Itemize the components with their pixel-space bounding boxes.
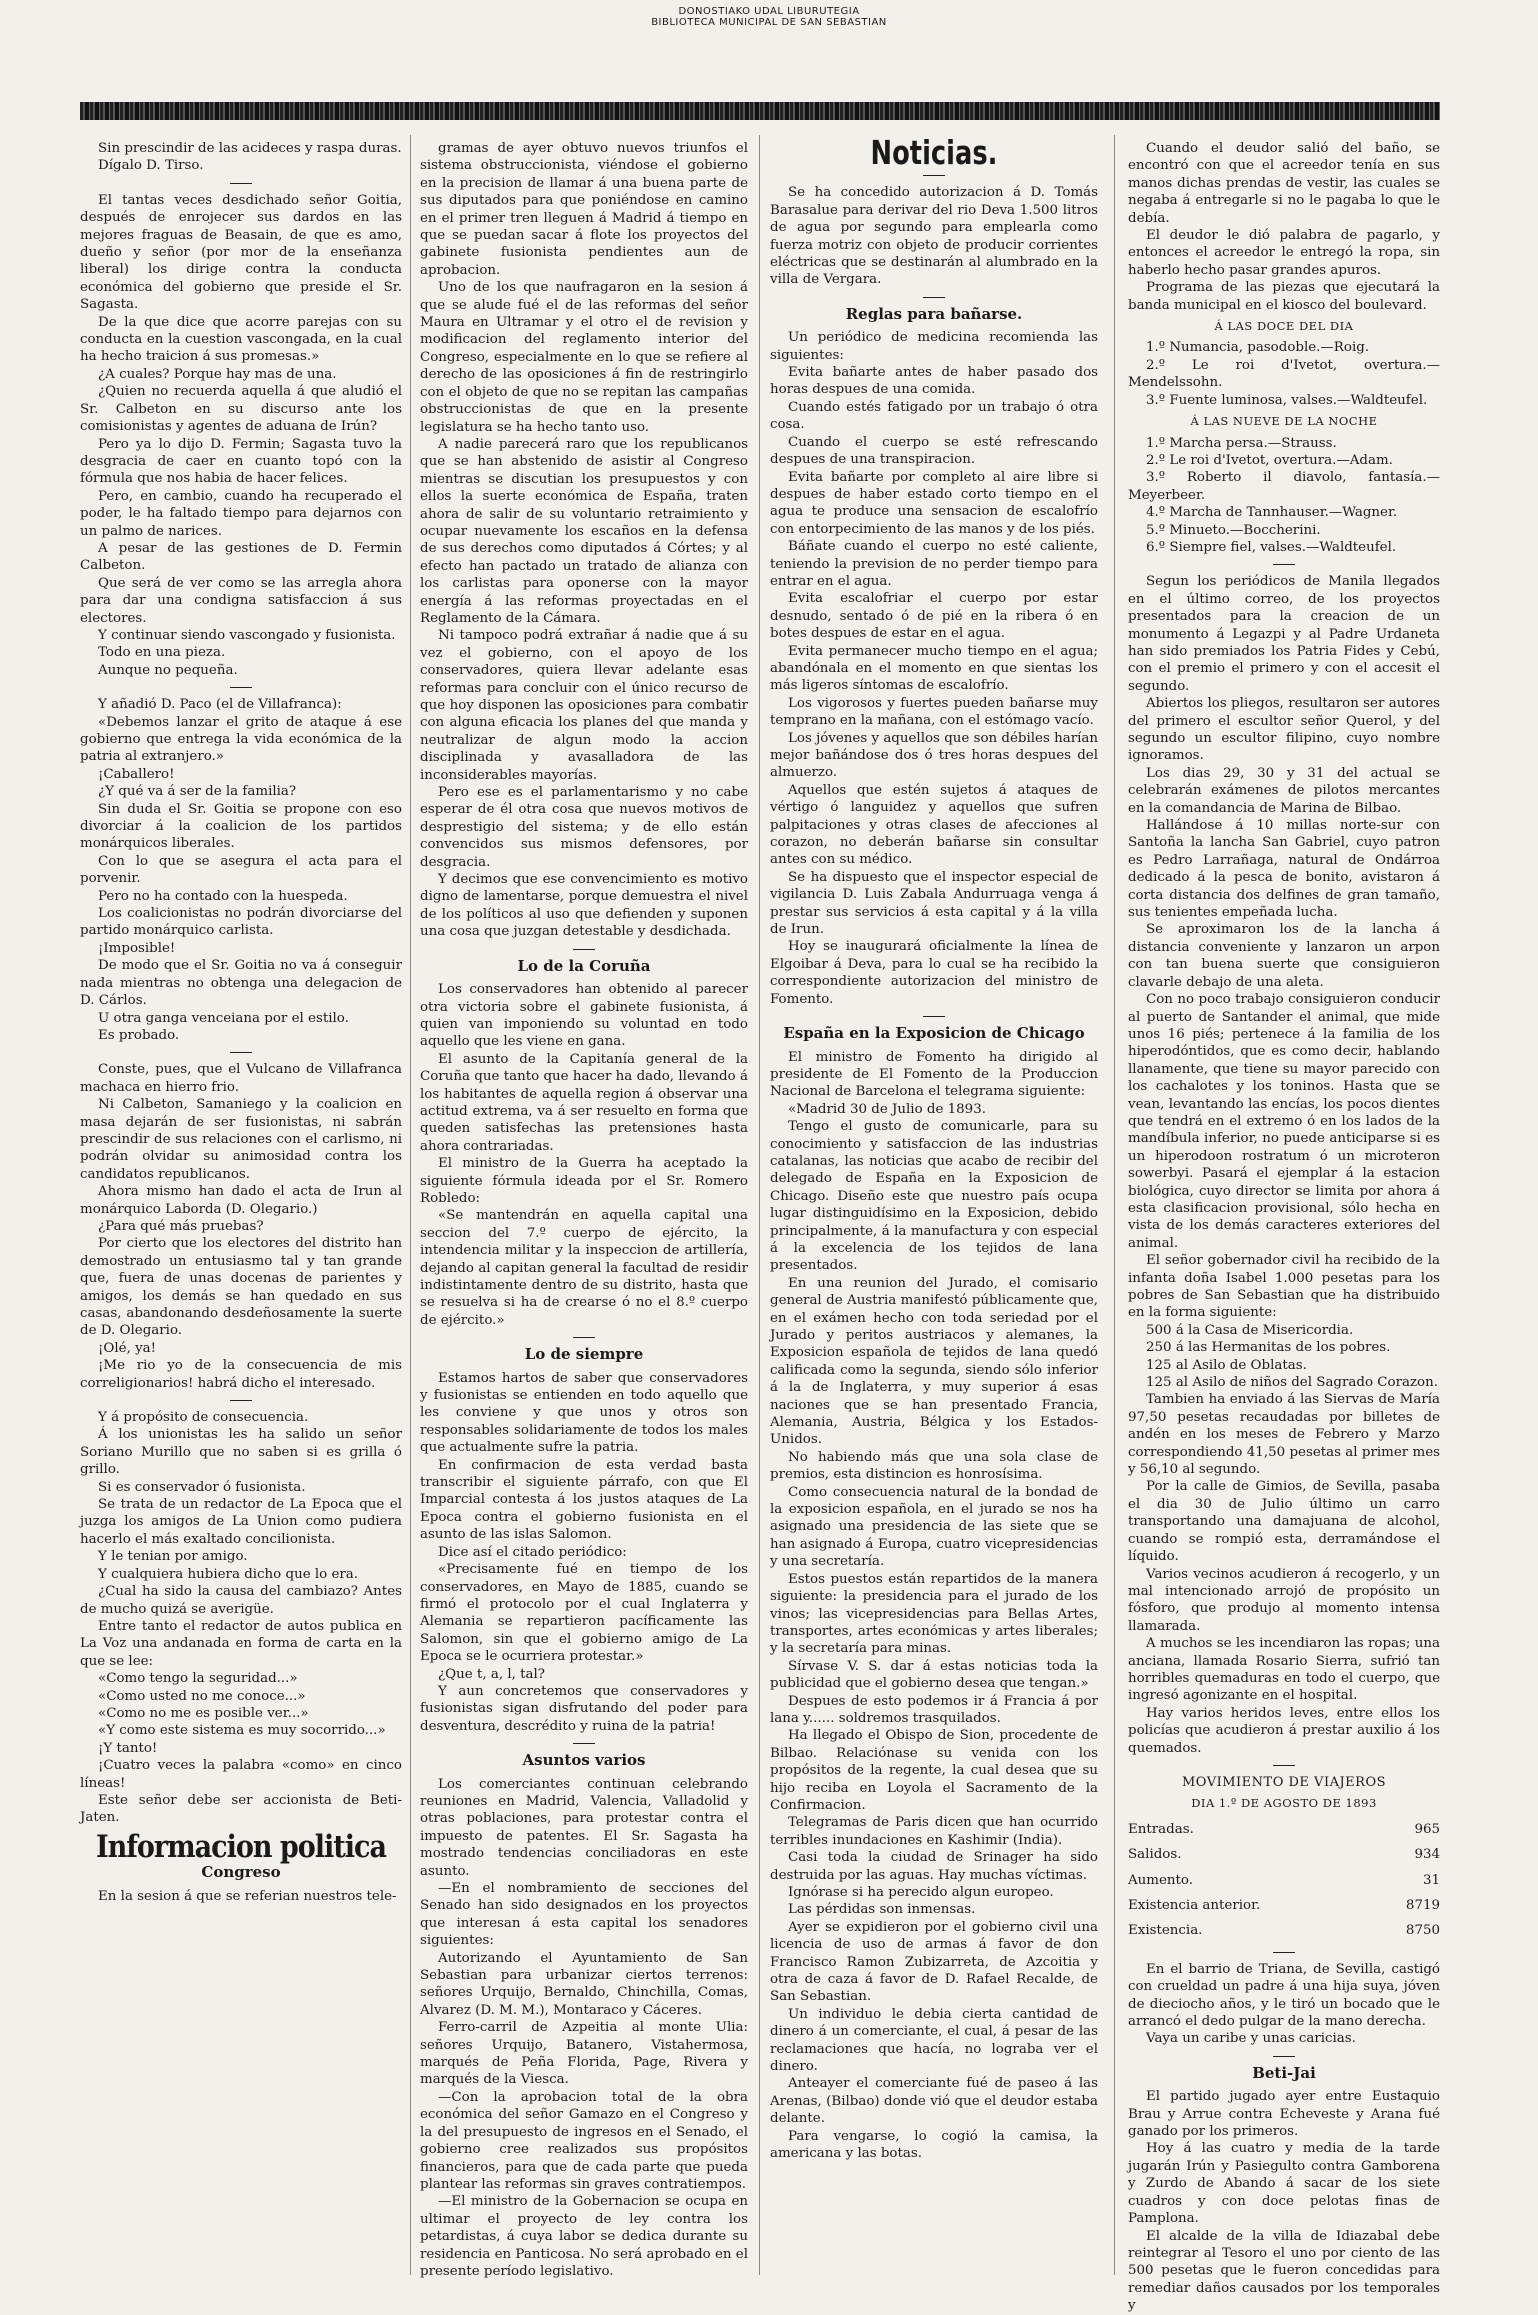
paragraph: Es probado.: [98, 1027, 180, 1043]
paragraph: ¿A cuales? Porque hay mas de una.: [98, 366, 337, 382]
paragraph: Un periódico de medicina recomienda las siguientes:: [770, 330, 1098, 363]
paragraph: «Debemos lanzar el grito de ataque á ese gobierno que entrega la vida económica de la patria al extranjero.»: [80, 714, 402, 765]
paragraph: —En el nombramiento de secciones del Senado han sido designados en los proyectos que interesan á esta capital los senadores siguientes:: [420, 1881, 748, 1949]
table-row: [1128, 1918, 1440, 1943]
row-value: 8719: [1405, 1898, 1440, 1913]
column-3-sections: [770, 297, 1098, 2163]
divider: [573, 1337, 595, 1338]
paragraph: Con lo que se asegura el acta para el porvenir.: [80, 853, 402, 887]
paragraph: Entre tanto el redactor de autos publica en La Voz una andanada en forma de carta en la que se lee:: [80, 1618, 402, 1669]
divider: [230, 183, 252, 184]
paragraph: Para vengarse, lo cogió la camisa, la americana y las botas.: [770, 2128, 1098, 2162]
paragraph: Ni Calbeton, Samaniego y la coalicion en masa dejarán de ser fusionistas, ni sabrán prescindir de sus relaciones con el carlismo, ni podrán olvidar su animosidad contra los candidatos republicanos.: [80, 1097, 402, 1182]
paragraph: Pero, en cambio, cuando ha recuperado el poder, le ha faltado tiempo para dejarnos con un palmo de narices.: [80, 488, 402, 539]
viajeros-table: [1128, 1817, 1440, 1944]
paragraph: Los coalicionistas no podrán divorciarse del partido monárquico carlista.: [80, 906, 402, 939]
paragraph: 6.º Siempre fiel, valses.—Waldteufel.: [1146, 539, 1397, 555]
divider: [1273, 1952, 1295, 1953]
paragraph: Y cualquiera hubiera dicho que lo era.: [98, 1566, 359, 1582]
paragraph: Cuando estés fatigado por un trabajo ó otra cosa.: [770, 399, 1098, 433]
paragraph: En el barrio de Triana, de Sevilla, castigó con crueldad un padre á una hija suya, jóven de dieciocho años, y le tiró un bocado que le arrancó el dedo pulgar de la mano derecha.: [1128, 1961, 1440, 2030]
paragraph: 5.º Minueto.—Boccherini.: [1146, 522, 1321, 538]
divider: [230, 1400, 252, 1401]
subheading-beti-jai: Beti-Jai: [1252, 2063, 1316, 2082]
divider: [923, 297, 945, 298]
paragraph: El deudor le dió palabra de pagarlo, y entonces el acreedor le entregó la ropa, sin haberlo hecho pasar grandes apuros.: [1128, 228, 1440, 278]
masthead-line-1: DONOSTIAKO UDAL LIBURUTEGIA: [678, 6, 860, 17]
paragraph: Y continuar siendo vascongado y fusionista.: [98, 627, 396, 643]
paragraph: Por la calle de Gimios, de Sevilla, pasaba el dia 30 de Julio último un carro transportando una damajuana de alcohol, cuando se rompió esta, derramándose el líquido.: [1128, 1479, 1440, 1565]
paragraph: «Y como este sistema es muy socorrido...»: [98, 1723, 386, 1739]
row-label: Existencia.: [1128, 1923, 1203, 1939]
paragraph: Estos puestos están repartidos de la manera siguiente: la presidencia para el jurado de los vinos; las vicepresidencias para Bellas Artes, transportes, artes económicas y artes liberales; y la secretaría para minas.: [770, 1571, 1098, 1657]
paragraph: Se ha dispuesto que el inspector especial de vigilancia D. Luis Zabala Andurruaga venga á prestar sus servicios á esta capital y á la villa de Irun.: [770, 869, 1098, 938]
divider: [1273, 1765, 1295, 1766]
paragraph: En confirmacion de esta verdad basta transcribir el siguiente párrafo, con que El Imparcial contesta á los justos ataques de La Epoca contra el gobierno fusionista en el asunto de las islas Salomon.: [420, 1457, 748, 1543]
paragraph: A nadie parecerá raro que los republicanos que se han abstenido de asistir al Congreso mientras se discutian los presupuestos y con ellos la suerte económica de España, traten ahora de salir de su voluntario retraimiento y ocupar nuevamente los escaños en la defensa de sus derechos como diputados á Córtes; y al efecto han pactado un tratado de alianza con los carlistas para oponerse con la mayor energía á las reformas proyectadas en el Reglamento de la Cámara.: [420, 436, 748, 626]
divider: [573, 1743, 595, 1744]
column-2: [420, 140, 748, 2279]
row-value: 8750: [1405, 1923, 1440, 1939]
paragraph: Tambien ha enviado á las Siervas de María 97,50 pesetas recaudadas por billetes de andén en los meses de Febrero y Marzo correspondiendo 41,50 pesetas al primer mes y 56,10 al segundo.: [1128, 1392, 1440, 1478]
paragraph: Como consecuencia natural de la bondad de la exposicion española, en el jurado se nos ha asignado una presidencia de las siete que se han asignado á Europa, cuatro vicepresidencias y una secretaría.: [770, 1484, 1098, 1570]
paragraph: Pero no ha contado con la huespeda.: [98, 888, 348, 904]
paragraph: ¡Imposible!: [98, 940, 176, 956]
row-value: 31: [1422, 1872, 1440, 1888]
paragraph: —Con la aprobacion total de la obra económica del señor Gamazo en el Congreso y la del presupuesto de ingresos en el Senado, el gobierno cree realizados sus propósitos financieros, para que de cada parte que pueda plantear las reformas sin graves contratiempos.: [420, 2089, 748, 2192]
paragraph: Ahora mismo han dado el acta de Irun al monárquico Laborda (D. Olegario.): [80, 1184, 402, 1217]
beti-jai-body: [1128, 2088, 1440, 2314]
paragraph: U otra ganga venceiana por el estilo.: [98, 1010, 349, 1026]
paragraph: Ni tampoco podrá extrañar á nadie que á su vez el gobierno, con el apoyo de los conservadores, quiera llevar adelante esas reformas para concluir con el único recurso de que hoy disponen las oposiciones para combatir con alguna eficacia los planes del que manda y neutralizar de algun modo la accion disciplinada y avasalladora de las inconsiderables mayorías.: [420, 628, 748, 783]
column-rule: [759, 135, 760, 2275]
paragraph: Vaya un caribe y unas caricias.: [1146, 2031, 1356, 2047]
paragraph: A pesar de las gestiones de D. Fermin Calbeton.: [80, 540, 402, 574]
viajeros-date: DIA 1.º DE AGOSTO DE 1893: [1191, 1796, 1377, 1811]
section-heading: Lo de siempre: [524, 1345, 644, 1364]
paragraph: Ferro-carril de Azpeitia al monte Ulia: señores Urquijo, Batanero, Vistahermosa, marqués de Peña Florida, Page, Rivera y marqués de la Viesca.: [420, 2020, 748, 2088]
paragraph: 4.º Marcha de Tannhauser.—Wagner.: [1146, 505, 1398, 521]
paragraph: Segun los periódicos de Manila llegados en el último correo, de los proyectos presentados para la creacion de un monumento á Legazpi y al Padre Urdaneta han sido premiados los Patria Fides y Cebú, con el premio el primero y con el accesit el segundo.: [1128, 574, 1440, 694]
paragraph: Uno de los que naufragaron en la sesion á que se alude fué el de las reformas del señor Maura en Ultramar y el otro el de revision y modificacion del reglamento interior del Congreso, especialmente en lo que se refiere al derecho de las oposiciones á fin de restringirlo con el objeto de que no se repitan las campañas obstruccionistas de que en la presente legislatura se ha hecho tanto uso.: [420, 280, 748, 435]
column-2-body: [420, 140, 748, 941]
paragraph: 3.º Roberto il diavolo, fantasía.—Meyerbeer.: [1128, 470, 1440, 503]
paragraph: Cuando el deudor salió del baño, se encontró con que el acreedor tenía en sus manos dichas prendas de vestir, las cuales se negaba á entregarle si no le pagaba lo que le debía.: [1128, 141, 1440, 226]
paragraph: Dígalo D. Tirso.: [98, 158, 204, 174]
paragraph: ¿Y qué va á ser de la familia?: [98, 784, 297, 800]
paragraph: Hay varios heridos leves, entre ellos los policías que acudieron á prestar auxilio á los quemados.: [1128, 1705, 1440, 1756]
program-label-nueve: Á LAS NUEVE DE LA NOCHE: [1190, 414, 1378, 429]
masthead-line-2: BIBLIOTECA MUNICIPAL DE SAN SEBASTIAN: [651, 17, 887, 28]
paragraph: Hallándose á 10 millas norte-sur con Santoña la lancha San Gabriel, cuyo patron es Pedro Larrañaga, natural de Ondárroa dedicado á la pesca de bonito, avistaron á corta distancia dos delfines de gran tamaño, sus tenientes empeñada lucha.: [1128, 818, 1440, 921]
paragraph: El tantas veces desdichado señor Goitia, después de enrojecer sus dardos en las mejores fraguas de Beasain, de que es amo, dueño y señor (por mor de la enseñanza liberal) los dirige contra la conducta económica del gobierno que preside el Sr. Sagasta.: [80, 192, 402, 313]
paragraph: 500 á la Casa de Misericordia.: [1146, 1322, 1354, 1338]
table-row: [1128, 1893, 1440, 1918]
table-row: [1128, 1842, 1440, 1867]
paragraph: En la sesion á que se referian nuestros tele-: [98, 1888, 397, 1904]
paragraph: Estamos hartos de saber que conservadores y fusionistas se entienden en todo aquello que les conviene y que unos y otros son responsables solidariamente de todos los males que actualmente sufre la patria.: [420, 1370, 748, 1456]
paragraph: Anteayer el comerciante fué de paseo á las Arenas, (Bilbao) donde vió que el deudor estaba delante.: [770, 2076, 1098, 2127]
paragraph: Cuando el cuerpo se esté refrescando despues de una transpiracion.: [770, 434, 1098, 468]
paragraph: Sin prescindir de las acideces y raspa duras.: [98, 141, 402, 156]
paragraph: Programa de las piezas que ejecutará la banda municipal en el kiosco del boulevard.: [1128, 280, 1440, 313]
section-title-noticias: Noticias.: [870, 133, 998, 172]
paragraph: Dice así el citado periódico:: [438, 1544, 627, 1560]
decorative-top-border: [80, 102, 1440, 120]
paragraph: «Se mantendrán en aquella capital una seccion del 7.º cuerpo de ejército, la intendencia militar y la inspeccion de artillería, dejando al capitan general la facultad de residir indistintamente dentro de su distrito, hasta que se resuelva si ha de crearse ó no el 8.º cuerpo de ejército.»: [420, 1208, 748, 1328]
paragraph: Y á propósito de consecuencia.: [98, 1410, 309, 1426]
paragraph: 1.º Marcha persa.—Strauss.: [1146, 435, 1337, 451]
paragraph: ¡Cuatro veces la palabra «como» en cinco líneas!: [80, 1758, 402, 1791]
divider: [923, 1016, 945, 1017]
paragraph: Que será de ver como se las arregla ahora para dar una condigna satisfaccion á sus electores.: [80, 575, 402, 626]
paragraph: Tengo el gusto de comunicarle, para su conocimiento y satisfaccion de las industrias catalanas, las noticias que acabo de recibir del delegado de España en la Exposicion de Chicago. Diseño este que nuestro país ocupa lugar distinguidísimo en la Exposicion, debido principalmente, á la manufactura y con especial á la excelencia de los tejidos de lana presentados.: [770, 1119, 1098, 1274]
paragraph: 2.º Le roi d'Ivetot, overtura.—Adam.: [1146, 452, 1393, 468]
paragraph: En una reunion del Jurado, el comisario general de Austria manifestó públicamente que, en el exámen hecho con toda seriedad por el Jurado y peritos austriacos y alemanes, la Exposicion española de tejidos de lana quedó calificada como la segunda, siendo sólo inferior á la de Inglaterra, y muy superior á esas naciones que se han presentado Francia, Alemania, Austria, Bélgica y los Estados-Unidos.: [770, 1275, 1098, 1448]
paragraph: Telegramas de Paris dicen que han ocurrido terribles inundaciones en Kashimir (India).: [770, 1815, 1098, 1848]
divider: [230, 687, 252, 688]
divider: [1273, 2056, 1295, 2057]
paragraph: Los conservadores han obtenido al parecer otra victoria sobre el gabinete fusionista, á quien van imponiendo su voluntad en todo aquello que les viene en gana.: [420, 982, 748, 1050]
paragraph: Si es conservador ó fusionista.: [98, 1479, 306, 1495]
paragraph: Sírvase V. S. dar á estas noticias toda la publicidad que el gobierno desea que tengan.»: [770, 1658, 1098, 1692]
paragraph: ¿Que t, a, l, tal?: [438, 1666, 545, 1682]
paragraph: Este señor debe ser accionista de Beti-Jaten.: [80, 1792, 402, 1826]
paragraph: Hoy se inaugurará oficialmente la línea de Elgoibar á Deva, para lo cual se ha recibido la correspondiente autorizacion del ministro de Fomento.: [770, 939, 1098, 1007]
paragraph: Un individuo le debia cierta cantidad de dinero á un comerciante, el cual, á pesar de las reclamaciones que hacía, no lograba ver el dinero.: [770, 2006, 1098, 2075]
paragraph: Báñate cuando el cuerpo no esté caliente, teniendo la prevision de no perder tiempo para entrar en el agua.: [770, 539, 1098, 589]
section-heading: Reglas para bañarse.: [845, 304, 1023, 323]
paragraph: Aunque no pequeña.: [98, 662, 238, 678]
divider: [923, 175, 945, 176]
paragraph: El alcalde de la villa de Idiazabal debe reintegrar al Tesoro el uno por ciento de las 500 pesetas que le fueron concedidas para remediar daños causados por los temporales y: [1128, 2228, 1440, 2314]
paragraph: Aquellos que estén sujetos á ataques de vértigo ó languidez y aquellos que sufren palpitaciones y otras clases de afecciones al corazon, no deberán bañarse sin consultar antes con su médico.: [770, 782, 1098, 868]
paragraph: Despues de esto podemos ir á Francia á por lana y...... soldremos trasquilados.: [770, 1693, 1098, 1726]
section-heading: Lo de la Coruña: [517, 956, 651, 975]
paragraph: De la que dice que acorre parejas con su conducta en la cuestion vascongada, en la cual ha hecho traicion á sus promesas.»: [80, 314, 402, 365]
paragraph: «Madrid 30 de Julio de 1893.: [788, 1101, 986, 1117]
program-label-doce: Á LAS DOCE DEL DIA: [1214, 319, 1354, 334]
divider: [230, 1052, 252, 1053]
band-program: [1128, 318, 1440, 556]
paragraph: El señor gobernador civil ha recibido de la infanta doña Isabel 1.000 pesetas para los pobres de San Sebastian que ha distribuido en la forma siguiente:: [1128, 1253, 1440, 1321]
paragraph: 250 á las Hermanitas de los pobres.: [1146, 1340, 1391, 1356]
row-label: Existencia anterior.: [1128, 1898, 1261, 1913]
paragraph: 1.º Numancia, pasodoble.—Roig.: [1146, 340, 1370, 356]
column-1-body: [80, 140, 402, 1827]
paragraph: Se trata de un redactor de La Epoca que el juzga los amigos de La Union como pudiera hacerlo el más exaltado concilionista.: [80, 1497, 402, 1547]
paragraph: Por cierto que los electores del distrito han demostrado un entusiasmo tal y tan grande que, fuera de unas docenas de parientes y amigos, los demás se han quedado en sus casas, abandonando desdeñosamente la suerte de D. Olegario.: [80, 1236, 402, 1339]
paragraph: ¿Para qué más pruebas?: [98, 1218, 264, 1234]
paragraph: ¡Caballero!: [98, 766, 175, 782]
paragraph: Casi toda la ciudad de Srinager ha sido destruida por las aguas. Hay muchas víctimas.: [770, 1850, 1098, 1883]
paragraph: ¡Olé, ya!: [98, 1340, 157, 1356]
paragraph: El asunto de la Capitanía general de la Coruña que tanto que hacer ha dado, llevando á los habitantes de aquella region á observar una actitud extrema, va á ser resuelto en forma que queden satisfechas las pretensiones hasta ahora contrariadas.: [420, 1051, 748, 1154]
paragraph: Los dias 29, 30 y 31 del actual se celebrarán exámenes de pilotos mercantes en la comandancia de Marina de Bilbao.: [1128, 765, 1440, 816]
table-row: [1128, 1817, 1440, 1842]
row-label: Aumento.: [1128, 1872, 1194, 1888]
row-value: 934: [1414, 1847, 1440, 1863]
paragraph: Se ha concedido autorizacion á D. Tomás Barasalue para derivar del rio Deva 1.500 litros de agua por segundo para emplearla como fuerza motriz con objeto de producir corrientes eléctricas que se destinarán al alumbrado en la villa de Vergara.: [770, 185, 1098, 288]
paragraph: A muchos se les incendiaron las ropas; una anciana, llamada Rosario Sierra, sufrió tan horribles quemaduras en todo el cuerpo, que ingresó agonizante en el hospital.: [1128, 1636, 1440, 1704]
paragraph: Y aun concretemos que conservadores y fusionistas sigan disfrutando del poder para desventura, descrédito y ruina de la patria!: [420, 1683, 748, 1734]
paragraph: ¿Quien no recuerda aquella á que aludió el Sr. Calbeton en su discurso ante los comisionistas y agentes de aduana de Irún?: [80, 384, 402, 435]
divider: [573, 949, 595, 950]
program-list-doce: [1128, 339, 1440, 409]
paragraph: Ha llegado el Obispo de Sion, procedente de Bilbao. Relaciónase su venida con los propósitos de la regente, la cual desea que su hijo reciba en Loyola el Sacramento de la Confirmacion.: [770, 1728, 1098, 1813]
column-3-body: [770, 184, 1098, 288]
paragraph: Las pérdidas son inmensas.: [788, 1902, 976, 1918]
paragraph: ¿Cual ha sido la causa del cambiazo? Antes de mucho quizá se averigüe.: [80, 1584, 402, 1617]
column-rule: [1114, 135, 1115, 2275]
section-heading: Asuntos varios: [522, 1751, 646, 1770]
paragraph: 2.º Le roi d'Ivetot, overtura.—Mendelssohn.: [1128, 357, 1440, 391]
paragraph: El ministro de la Guerra ha aceptado la siguiente fórmula ideada por el Sr. Romero Robledo:: [420, 1156, 748, 1206]
paragraph: Pero ya lo dijo D. Fermin; Sagasta tuvo la desgracia de caer en cuanto topó con la fórmula que nos habia de hacer felices.: [80, 436, 402, 487]
paragraph: «Precisamente fué en tiempo de los conservadores, en Mayo de 1885, cuando se firmó el protocolo por el cual Inglaterra y Alemania se repartieron pacíficamente las Salomon, sin que el gobierno amigo de La Epoca se le ocurriera protestar.»: [420, 1562, 748, 1665]
divider: [1273, 564, 1295, 565]
paragraph: Y añadió D. Paco (el de Villafranca):: [98, 697, 342, 713]
paragraph: Evita bañarte por completo al aire libre si despues de haber estado corto tiempo en el agua te produce una sensacion de escalofrío con entorpecimiento de las manos y de los piés.: [770, 469, 1098, 537]
paragraph: 125 al Asilo de niños del Sagrado Corazon.: [1146, 1375, 1438, 1391]
paragraph: gramas de ayer obtuvo nuevos triunfos el sistema obstruccionista, viéndose el gobierno en la precision de llamar á una buena parte de sus diputados para que poniéndose en camino en el primer tren lleguen á Madrid á tiempo en que se puedan sacar á flote los proyectos del gabinete fusionista pendientes aun de aprobacion.: [420, 141, 748, 278]
paragraph: Pero ese es el parlamentarismo y no cabe esperar de él otra cosa que nuevos motivos de desprestigio del sistema; y de ello están convencidos sus mismos defensores, por desgracia.: [420, 785, 748, 870]
paragraph: Ayer se expidieron por el gobierno civil una licencia de uso de armas á favor de don Francisco Ramon Zubizarreta, de Azcoitia y otra de caza á favor de D. Rafael Recalde, de San Sebastian.: [770, 1919, 1098, 2005]
column-4-body: [1128, 140, 1440, 314]
paragraph: Varios vecinos acudieron á recogerlo, y un mal intencionado arrojó de propósito un fósforo, que produjo al momento intensa llamarada.: [1128, 1566, 1440, 1634]
column-4-more-news: [1128, 1961, 1440, 2048]
paragraph: «Como usted no me conoce...»: [98, 1688, 306, 1704]
column-2-sections: [420, 949, 748, 2281]
paragraph: Evita escalofriar el cuerpo por estar desnudo, sentado ó de pié en la ribera ó en botes despues de estar en el agua.: [770, 591, 1098, 642]
paragraph: Evita permanecer mucho tiempo en el agua; abandónala en el momento en que sientas los más ligeros síntomas de escalofrío.: [770, 643, 1098, 694]
paragraph: 3.º Fuente luminosa, valses.—Waldteufel.: [1146, 392, 1428, 408]
column-3: [770, 133, 1098, 2270]
paragraph: Y le tenian por amigo.: [98, 1549, 248, 1565]
paragraph: Conste, pues, que el Vulcano de Villafranca machaca en hierro frio.: [80, 1062, 402, 1095]
column-1: [80, 140, 402, 2270]
column-4-news: [1128, 573, 1440, 1757]
column-rule: [410, 135, 411, 2275]
viajeros-title: MOVIMIENTO DE VIAJEROS: [1181, 1774, 1387, 1790]
program-list-nueve: [1128, 435, 1440, 557]
row-label: Salidos.: [1128, 1847, 1182, 1863]
paragraph: Ignórase si ha perecido algun europeo.: [788, 1885, 1054, 1900]
paragraph: Á los unionistas les ha salido un señor Soriano Murillo que no saben si es grilla ó grillo.: [80, 1427, 402, 1478]
paragraph: El ministro de Fomento ha dirigido al presidente de El Fomento de la Produccion Nacional de Barcelona el telegrama siguiente:: [770, 1049, 1098, 1100]
paragraph: ¡Me rio yo de la consecuencia de mis correligionarios! habrá dicho el interesado.: [80, 1358, 402, 1391]
paragraph: El partido jugado ayer entre Eustaquio Brau y Arrue contra Echeveste y Arana fué ganado por los primeros.: [1128, 2089, 1440, 2140]
section-title-informacion-politica: Informacion politica: [96, 1829, 386, 1866]
paragraph: No habiendo más que una sola clase de premios, esta distincion es honrosísima.: [770, 1449, 1098, 1483]
paragraph: Con no poco trabajo consiguieron conducir al puerto de Santander el animal, que mide unos 16 piés; pertenece á la familia de los hiperodóntidos, que es como decir, hablando llanamente, que tiene su mayor parecido con los cachalotes y los toninos. Hasta que se vean, levantando las encías, los pocos dientes que tendrá en el extremo ó en los lados de la mandíbula inferior, no puede anticiparse si es un hiperodoon rostratum ó un microteron sowerbyi. Pasará el ejemplar á la estacion biológica, cuyo director se limita por ahora á esta clasificacion provisional, sólo hecha en vista de los demás caracteres exteriores del animal.: [1128, 992, 1440, 1251]
paragraph: ¡Y tanto!: [98, 1740, 158, 1756]
paragraph: «Como tengo la seguridad...»: [98, 1671, 298, 1687]
paragraph: «Como no me es posible ver...»: [98, 1705, 309, 1721]
table-row: [1128, 1868, 1440, 1893]
paragraph: Y decimos que ese convencimiento es motivo digno de lamentarse, porque demuestra el nivel de los políticos al uso que defienden y suponen una cosa que juzgan detestable y desdichada.: [420, 872, 748, 940]
row-value: 965: [1414, 1821, 1440, 1837]
paragraph: Hoy á las cuatro y media de la tarde jugarán Irún y Pasiegulto contra Gamborena y Zurdo de Abando á sacar de los siete cuadros y con doce pelotas finas de Pamplona.: [1128, 2141, 1440, 2227]
subheading-congreso: Congreso: [201, 1863, 281, 1882]
paragraph: De modo que el Sr. Goitia no va á conseguir nada mientras no obtenga una delegacion de D. Cárlos.: [80, 958, 402, 1009]
paragraph: Autorizando el Ayuntamiento de San Sebastian para urbanizar ciertos terrenos: señores Urquijo, Bernaldo, Chinchilla, Comas, Alvarez (D. M. M.), Montaraco y Cáceres.: [420, 1950, 748, 2018]
paragraph: Los comerciantes continuan celebrando reuniones en Madrid, Valencia, Valladolid y otras poblaciones, para protestar contra el impuesto de patentes. El Sr. Sagasta ha mostrado tendencias conciliadoras en este asunto.: [420, 1776, 748, 1879]
paragraph: 125 al Asilo de Oblatas.: [1146, 1357, 1307, 1373]
paragraph: Evita bañarte antes de haber pasado dos horas despues de una comida.: [770, 365, 1098, 398]
paragraph: —El ministro de la Gobernacion se ocupa en ultimar el proyecto de ley contra los petardistas, á cuya labor se dedica durante su residencia en Panticosa. No será aprobado en el presente período legislativo.: [420, 2194, 748, 2279]
paragraph: Todo en una pieza.: [98, 645, 226, 661]
paragraph: Abiertos los pliegos, resultaron ser autores del primero el escultor señor Querol, y del segundo un escultor filipino, cuyo nombre ignoramos.: [1128, 696, 1440, 764]
column-4: [1128, 140, 1440, 2314]
paragraph: Los vigorosos y fuertes pueden bañarse muy temprano en la mañana, con el estómago vacío.: [770, 695, 1098, 729]
masthead: [0, 6, 1538, 28]
row-label: Entradas.: [1128, 1821, 1194, 1837]
paragraph: Los jóvenes y aquellos que son débiles harían mejor bañándose dos ó tres horas despues del almuerzo.: [770, 730, 1098, 781]
section-heading: España en la Exposicion de Chicago: [783, 1024, 1085, 1043]
paragraph: Se aproximaron los de la lancha á distancia conveniente y lanzaron un arpon con tan buena suerte que consiguieron clavarle debajo de una aleta.: [1128, 922, 1440, 990]
paragraph: Sin duda el Sr. Goitia se propone con eso divorciar á la coalicion de los partidos monárquicos liberales.: [80, 801, 402, 852]
